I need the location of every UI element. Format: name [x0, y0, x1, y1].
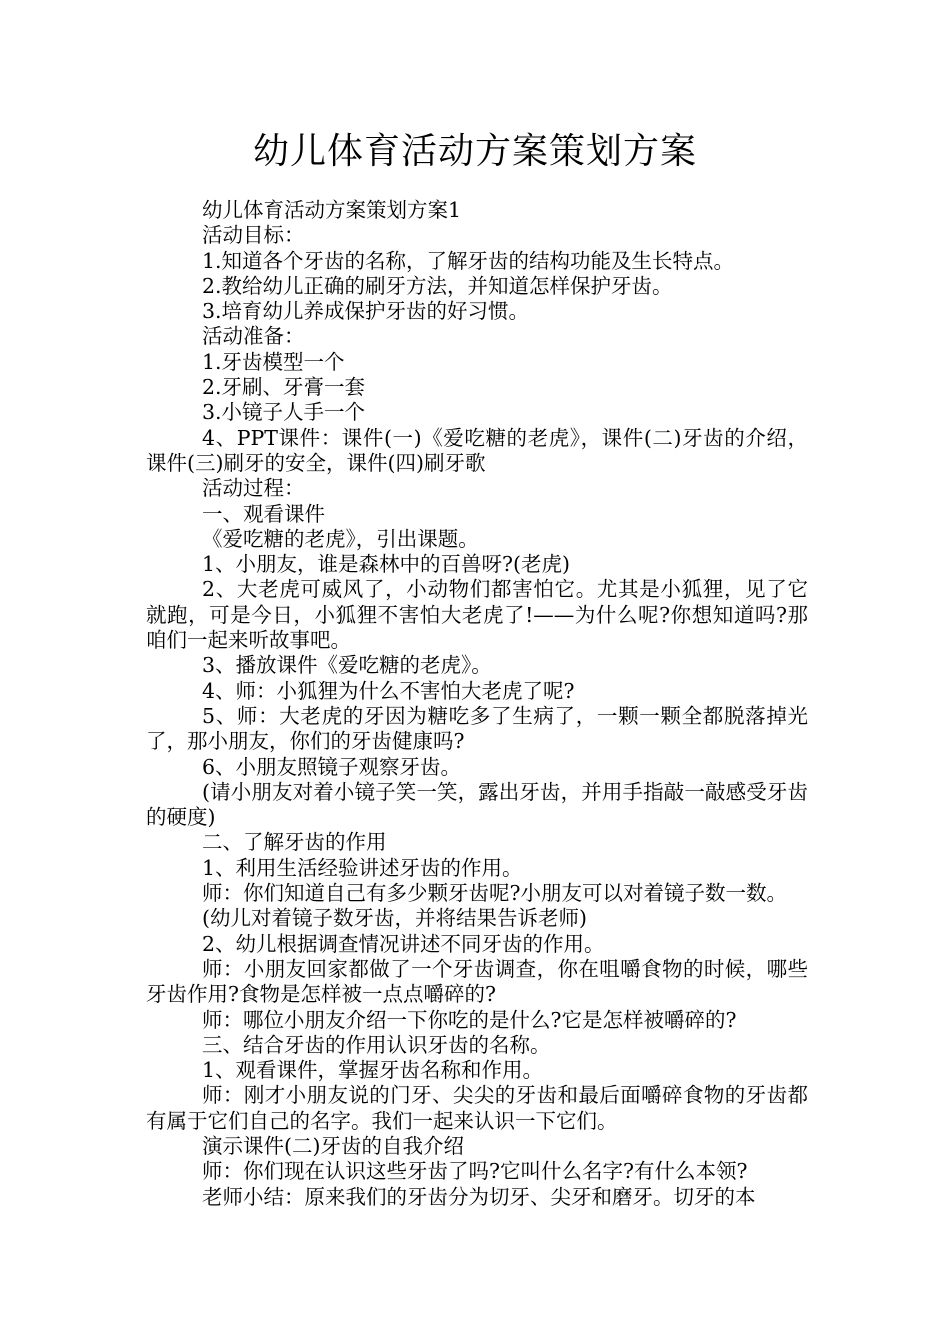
document-body [146, 198, 808, 1210]
paragraph: 3.小镜子人手一个 [202, 400, 366, 425]
paragraph: (幼儿对着镜子数牙齿，并将结果告诉老师) [202, 906, 587, 931]
paragraph: 1.牙齿模型一个 [202, 349, 345, 374]
paragraph: 师：刚才小朋友说的门牙、尖尖的牙齿和最后面嚼碎食物的牙齿都有属于它们自己的名字。我们一起来认识一下它们。 [146, 1083, 808, 1133]
paragraph: 活动准备： [202, 324, 305, 349]
paragraph: 1、观看课件，掌握牙齿名称和作用。 [202, 1058, 544, 1083]
paragraph: 活动过程： [202, 476, 305, 501]
paragraph: 演示课件(二)牙齿的自我介绍 [202, 1133, 464, 1158]
paragraph: 师：你们现在认识这些牙齿了吗?它叫什么名字?有什么本领? [202, 1159, 748, 1184]
paragraph: 三、结合牙齿的作用认识牙齿的名称。 [202, 1032, 551, 1057]
paragraph: 师：小朋友回家都做了一个牙齿调查，你在咀嚼食物的时候，哪些牙齿作用?食物是怎样被一点点嚼碎的? [146, 956, 808, 1007]
paragraph: 1.知道各个牙齿的名称，了解牙齿的结构功能及生长特点。 [202, 248, 735, 273]
paragraph: 师：哪位小朋友介绍一下你吃的是什么?它是怎样被嚼碎的? [202, 1007, 737, 1032]
paragraph: 3、播放课件《爱吃糖的老虎》。 [202, 653, 492, 678]
paragraph: 3.培育幼儿养成保护牙齿的好习惯。 [202, 299, 530, 324]
paragraph: 4、师：小狐狸为什么不害怕大老虎了呢? [202, 678, 575, 703]
paragraph: 6、小朋友照镜子观察牙齿。 [202, 754, 462, 779]
paragraph: 1、利用生活经验讲述牙齿的作用。 [202, 855, 523, 880]
paragraph: 2、大老虎可威风了，小动物们都害怕它。尤其是小狐狸，见了它就跑，可是今日，小狐狸不害怕大老虎了!——为什么呢?你想知道吗?那咱们一起来听故事吧。 [146, 577, 808, 653]
paragraph: 1、小朋友，谁是森林中的百兽呀?(老虎) [202, 552, 571, 577]
paragraph: 师：你们知道自己有多少颗牙齿呢?小朋友可以对着镜子数一数。 [202, 881, 787, 906]
paragraph: 2、幼儿根据调查情况讲述不同牙齿的作用。 [202, 931, 605, 956]
paragraph: 老师小结：原来我们的牙齿分为切牙、尖牙和磨牙。切牙的本 [202, 1184, 756, 1209]
paragraph: 二、了解牙齿的作用 [202, 830, 387, 855]
paragraph: 2.牙刷、牙膏一套 [202, 375, 366, 400]
paragraph: 5、师：大老虎的牙因为糖吃多了生病了，一颗一颗全都脱落掉光了，那小朋友，你们的牙齿健康吗? [146, 703, 808, 754]
paragraph: 活动目标： [202, 223, 305, 248]
paragraph: 4、PPT课件：课件(一)《爱吃糖的老虎》，课件(二)牙齿的介绍，课件(三)刷牙的安全，课件(四)刷牙歌 [146, 425, 808, 475]
paragraph: 一、观看课件 [202, 501, 325, 526]
paragraph: (请小朋友对着小镜子笑一笑，露出牙齿，并用手指敲一敲感受牙齿的硬度) [146, 779, 808, 830]
paragraph: 2.教给幼儿正确的刷牙方法，并知道怎样保护牙齿。 [202, 273, 673, 298]
paragraph: 幼儿体育活动方案策划方案1 [202, 198, 462, 222]
paragraph: 《爱吃糖的老虎》，引出课题。 [202, 526, 479, 551]
document-title: 幼儿体育活动方案策划方案 [252, 131, 697, 172]
